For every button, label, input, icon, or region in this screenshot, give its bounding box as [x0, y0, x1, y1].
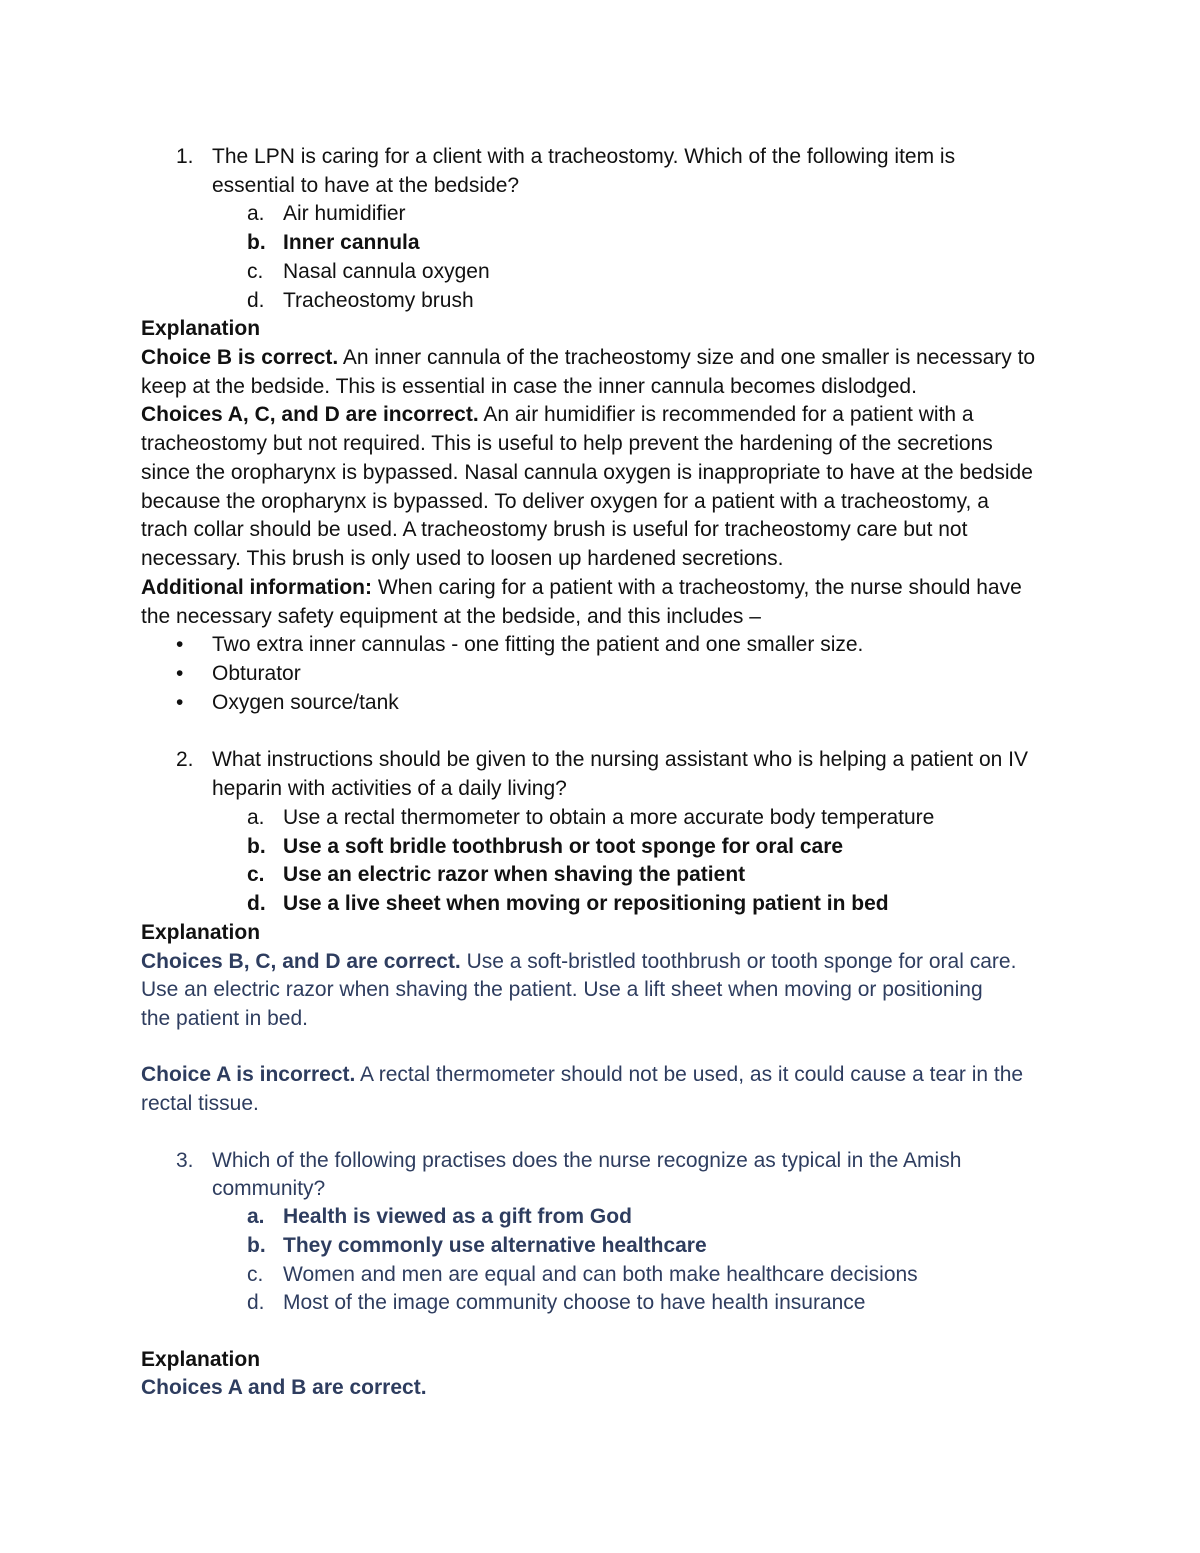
- question-stem: heparin with activities of a daily living?: [212, 777, 567, 800]
- explanation-text: tracheostomy but not required. This is useful to help prevent the hardening of the secretions: [141, 432, 993, 455]
- question-number: 2.: [176, 748, 194, 771]
- explanation-text: because the oropharynx is bypassed. To deliver oxygen for a patient with a tracheostomy, a: [141, 490, 989, 513]
- option-text: Use a soft bridle toothbrush or toot sponge for oral care: [283, 835, 844, 858]
- explanation-text: necessary. This brush is only used to loosen up hardened secretions.: [141, 547, 784, 570]
- bullet-icon: •: [176, 633, 184, 656]
- option-letter: d.: [247, 289, 265, 312]
- bullet-icon: •: [176, 691, 184, 714]
- option-text: Air humidifier: [283, 202, 406, 225]
- bullet-text: Two extra inner cannulas - one fitting the patient and one smaller size.: [212, 633, 864, 656]
- explanation-text: the patient in bed.: [141, 1007, 308, 1030]
- correct-explanation: [141, 947, 1016, 976]
- option-letter: c.: [247, 863, 265, 886]
- explanation-text: When caring for a patient with a tracheostomy, the nurse should have: [371, 576, 1022, 599]
- explanation-text: trach collar should be used. A tracheostomy brush is useful for tracheostomy care but not: [141, 518, 968, 541]
- incorrect-explanation: [141, 1060, 1023, 1089]
- incorrect-label: Choices A, C, and D are incorrect.: [141, 403, 479, 426]
- option-text: Women and men are equal and can both make healthcare decisions: [283, 1263, 918, 1286]
- question-stem: essential to have at the bedside?: [212, 174, 520, 197]
- option-text: Use a live sheet when moving or repositioning patient in bed: [283, 892, 889, 915]
- correct-label: Choice B is correct.: [141, 346, 339, 369]
- explanation-text: An inner cannula of the tracheostomy size and one smaller is necessary to: [338, 346, 1036, 369]
- option-letter: a.: [247, 1205, 265, 1228]
- explanation-heading: Explanation: [141, 1348, 261, 1371]
- question-stem: The LPN is caring for a client with a tracheostomy. Which of the following item is: [212, 145, 956, 168]
- explanation-text: A rectal thermometer should not be used, as it could cause a tear in the: [355, 1063, 1024, 1086]
- explanation-text: keep at the bedside. This is essential in case the inner cannula becomes dislodged.: [141, 375, 917, 398]
- correct-label: Choices B, C, and D are correct.: [141, 950, 461, 973]
- question-stem: community?: [212, 1177, 326, 1200]
- option-text: Inner cannula: [283, 231, 420, 254]
- option-text: Use an electric razor when shaving the patient: [283, 863, 746, 886]
- option-letter: b.: [247, 835, 266, 858]
- explanation-text: An air humidifier is recommended for a patient with a: [478, 403, 974, 426]
- option-text: Tracheostomy brush: [283, 289, 474, 312]
- option-text: Most of the image community choose to have health insurance: [283, 1291, 866, 1314]
- option-letter: a.: [247, 202, 265, 225]
- option-letter: c.: [247, 1263, 264, 1286]
- explanation-heading: Explanation: [141, 317, 261, 340]
- correct-label: Choices A and B are correct.: [141, 1376, 427, 1399]
- explanation-text: since the oropharynx is bypassed. Nasal cannula oxygen is inappropriate to have at the bedside: [141, 461, 1033, 484]
- question-stem: Which of the following practises does the nurse recognize as typical in the Amish: [212, 1149, 962, 1172]
- incorrect-label: Choice A is incorrect.: [141, 1063, 356, 1086]
- bullet-icon: •: [176, 662, 184, 685]
- explanation-text: rectal tissue.: [141, 1092, 259, 1115]
- question-number: 1.: [176, 145, 194, 168]
- additional-label: Additional information:: [141, 576, 372, 599]
- option-letter: a.: [247, 806, 265, 829]
- option-letter: d.: [247, 892, 266, 915]
- option-text: Use a rectal thermometer to obtain a more accurate body temperature: [283, 806, 935, 829]
- question-number: 3.: [176, 1149, 194, 1172]
- additional-information: [141, 573, 1022, 602]
- question-stem: What instructions should be given to the nursing assistant who is helping a patient on IV: [212, 748, 1028, 771]
- explanation-text: Use an electric razor when shaving the patient. Use a lift sheet when moving or positioning: [141, 978, 983, 1001]
- option-text: Nasal cannula oxygen: [283, 260, 490, 283]
- explanation-text: Use a soft-bristled toothbrush or tooth sponge for oral care.: [460, 950, 1017, 973]
- explanation-heading: Explanation: [141, 921, 261, 944]
- option-letter: b.: [247, 1234, 266, 1257]
- option-letter: b.: [247, 231, 266, 254]
- correct-explanation: [141, 343, 1035, 372]
- option-letter: d.: [247, 1291, 265, 1314]
- explanation-text: the necessary safety equipment at the bedside, and this includes –: [141, 605, 761, 628]
- option-text: They commonly use alternative healthcare: [283, 1234, 707, 1257]
- incorrect-explanation: [141, 400, 974, 429]
- bullet-text: Obturator: [212, 662, 301, 685]
- option-text: Health is viewed as a gift from God: [283, 1205, 632, 1228]
- bullet-text: Oxygen source/tank: [212, 691, 399, 714]
- option-letter: c.: [247, 260, 264, 283]
